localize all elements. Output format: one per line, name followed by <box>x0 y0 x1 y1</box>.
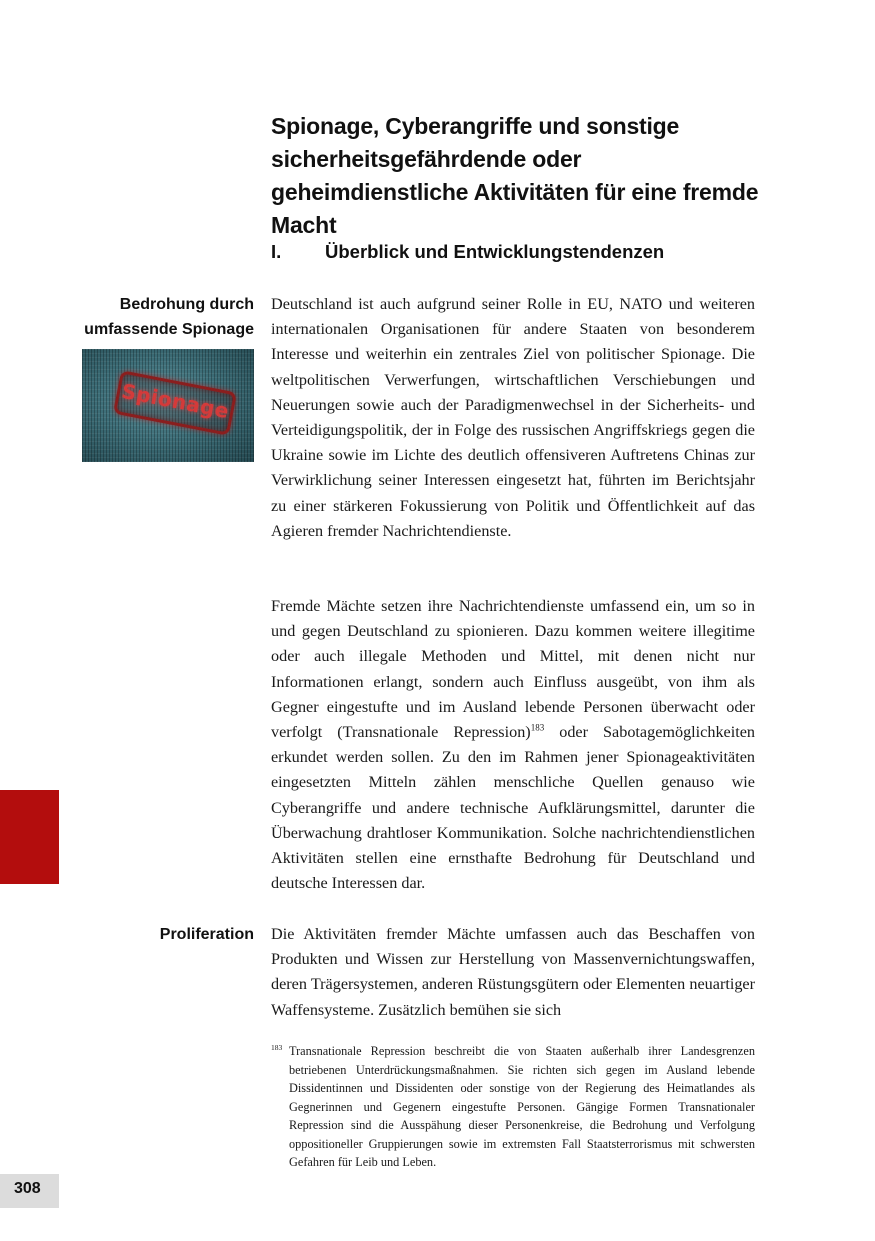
footnote-text: Transnationale Repression beschreibt die von Staaten außerhalb ihrer Landesgrenzen betriebenen Unterdrückungsmaßnahmen. Sie richten sich gegen im Ausland lebende Dissidentinnen und Dissidenten oder sonstige von der Regierung des Heimatlandes als Gegnerinnen und Gegenern eingestufte Personen. Gängige Formen Transnationaler Repression sind die Ausspähung dieser Personenkreise, die Bedrohung und Verfolgung oppositioneller Gruppierungen sowie im extremsten Fall Staatsterrorismus mit schwersten Gefahren für Leib und Leben. <box>289 1044 755 1169</box>
paragraph-2-text-a: Fremde Mächte setzen ihre Nachrichtendienste umfassend ein, um so in und gegen Deutschland zu spionieren. Dazu kommen weitere illegitime oder auch illegale Methoden und Mittel, mit denen nicht nur Informationen erlangt, sondern auch Einfluss ausgeübt, von ihm als Gegner eingestufte und im Ausland lebende Personen überwacht oder verfolgt (Transnationale Repression) <box>271 597 755 742</box>
footnote-number: 183 <box>271 1043 283 1052</box>
chapter-color-tab <box>0 790 59 884</box>
margin-label-proliferation: Proliferation <box>159 926 254 943</box>
margin-label-threat-line2: umfassende Spionage <box>84 321 254 338</box>
chapter-title: Spionage, Cyberangriffe und sonstige sicherheitsgefährdende oder geheimdienstliche Aktivitäten für eine fremde Macht <box>271 113 759 238</box>
section-title: Überblick und Entwicklungstendenzen <box>325 241 665 262</box>
page-number-box <box>0 1174 59 1208</box>
paragraph-2-text-b: oder Sabotagemöglichkeiten erkundet werden sollen. Zu den im Rahmen jener Spionageaktivitäten eingesetzten Mitteln zählen menschliche Quellen genauso wie Cyberangriffe und andere technische Aufklärungsmittel, darunter die Überwachung drahtloser Kommunikation. Solche nachrichtendienstlichen Aktivitäten stellen eine ernsthafte Bedrohung für Deutschland und deutsche Interessen dar. <box>271 723 755 893</box>
footnote-reference[interactable]: 183 <box>530 722 545 733</box>
margin-label-threat-line1: Bedrohung durch <box>119 296 254 313</box>
page-number: 308 <box>14 1180 41 1197</box>
margin-label-threat <box>60 292 254 342</box>
paragraph-1: Deutschland ist auch aufgrund seiner Rolle in EU, NATO und weiteren internationalen Organisationen für andere Staaten von besonderem Interesse und weiterhin ein zentrales Ziel von politischer Spionage. Die weltpolitischen Verwerfungen, wirtschaftlichen Verschiebungen und Neuerungen sowie auch der Paradigmenwechsel in der Sicherheits- und Verteidigungspolitik, der in Folge des russischen Angriffskriegs gegen die Ukraine sowie im Lichte des deutlich offensiveren Auftretens Chinas zur Verwirklichung seiner Interessen eingesetzt hat, führten im Berichtsjahr zu einer stärkeren Fokussierung von Politik und Öffentlichkeit auf das Agieren fremder Nachrichtendienste. <box>271 295 755 540</box>
paragraph-3: Die Aktivitäten fremder Mächte umfassen auch das Beschaffen von Produkten und Wissen zur Herstellung von Massenvernichtungswaffen, deren Trägersystemen, anderen Rüstungsgütern oder Elementen neuartiger Waffensysteme. Zusätzlich bemühen sie sich <box>271 925 755 1019</box>
spionage-sign-text: Spionage <box>119 378 232 424</box>
section-number: I. <box>271 241 282 262</box>
spionage-sign <box>113 370 237 436</box>
paragraph-2 <box>271 594 755 896</box>
spionage-image <box>82 349 254 462</box>
section-heading <box>271 240 771 264</box>
footnote <box>271 1042 755 1172</box>
